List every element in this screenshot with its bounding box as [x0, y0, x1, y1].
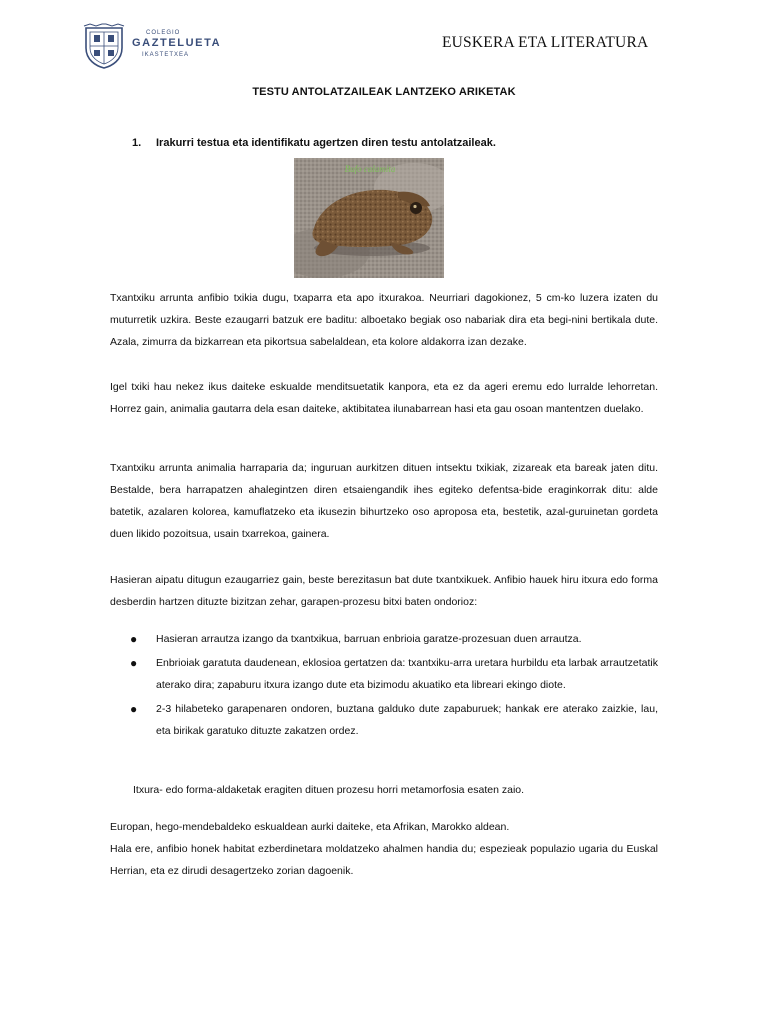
- list-item: [110, 652, 658, 696]
- list-item-text: 2-3 hilabeteko garapenaren ondoren, buztana galduko dute zapaburuek; hankak ere aterako zaizkie, lau, eta birikak garatuko dituzte zakatzen ordez.: [156, 703, 658, 737]
- paragraph-6: Europan, hego-mendebaldeko eskualdean aurki daiteke, eta Afrikan, Marokko aldean.: [110, 821, 510, 833]
- logo-line-2: GAZTELUETA: [132, 37, 222, 49]
- bullet-icon: ●: [130, 702, 138, 716]
- question-1: [132, 137, 496, 149]
- list-item: [110, 698, 658, 742]
- closing-block: [110, 816, 658, 882]
- image-caption: Bufo calamita: [344, 164, 396, 174]
- logo-line-3: IKASTETXEA: [142, 52, 190, 58]
- paragraph-3: Txantxiku arrunta animalia harraparia da; inguruan aurkitzen dituen intsektu txikiak, zizareak eta bareak jaten ditu. Bestalde, bera harrapatzen ahalegintzen diren etsaiengandik ihes egiteko defentsa-bide eraginkorrak ditu: alde batetik, azalaren kolorea, kamuflatzeko eta ikusezin bihurtzeko oso aproposa eta, bestetik, azal-guruinetan gordeta duen likido pozoitsua, usain txarrekoa, gainera.: [110, 462, 658, 540]
- logo-line-1: COLEGIO: [146, 30, 181, 36]
- subject-header: EUSKERA ETA LITERATURA: [442, 34, 649, 51]
- question-text: Irakurri testua eta identifikatu agertzen diren testu antolatzaileak.: [156, 137, 496, 149]
- paragraph-2: Igel txiki hau nekez ikus daiteke eskualde menditsuetatik kanpora, eta ez da ageri eremu edo lurralde lehorretan. Horrez gain, animalia gautarra dela esan daiteke, aktibitatea ilunabarrean hasi eta gau osoan mantentzen duelako.: [110, 381, 658, 415]
- paragraph-5: Itxura- edo forma-aldaketak eragiten dituen prozesu horri metamorfosia esaten zaio.: [133, 784, 525, 796]
- bullet-icon: ●: [130, 632, 138, 646]
- toad-photo: [294, 158, 444, 278]
- question-number: 1.: [132, 137, 142, 149]
- list-item: [110, 628, 658, 650]
- metamorphosis-list: [110, 628, 658, 744]
- document-title: TESTU ANTOLATZAILEAK LANTZEKO ARIKETAK: [252, 86, 516, 98]
- logo-wordmark: [132, 30, 221, 58]
- paragraph-1: Txantxiku arrunta anfibio txikia dugu, txaparra eta apo itxurakoa. Neurriari dagokionez, 5 cm-ko luzera izaten du muturretik uzkira. Beste ezaugarri batzuk ere baditu: alboetako begiak oso nabariak dira eta begi-nini bertikala dute. Azala, zimurra da bizkarrean eta pikortsua sabelaldean, eta kolore aldakorra izan dezake.: [110, 292, 658, 348]
- school-logo: [80, 22, 222, 70]
- list-item-text: Hasieran arrautza izango da txantxikua, barruan enbrioia garatze-prozesuan duen arrautza.: [156, 633, 582, 645]
- list-item-text: Enbrioiak garatuta daudenean, eklosioa gertatzen da: txantxiku-arra uretara hurbildu eta larbak arrautzetatik aterako dira; zapaburu itxura izango dute eta bizimodu akuatiko eta libreari ekingo diote.: [156, 657, 658, 691]
- paragraph-4: Hasieran aipatu ditugun ezaugarriez gain, beste berezitasun bat dute txantxikuek. Anfibio hauek hiru itxura edo forma desberdin hartzen dituzte bizitzan zehar, garapen-prozesu bitxi baten ondorioz:: [110, 574, 658, 608]
- paragraph-7: Hala ere, anfibio honek habitat ezberdinetara moldatzeko ahalmen handia du; espezieak populazio ugaria du Euskal Herrian, eta ez dirudi desagertzeko zorian dagoenik.: [110, 843, 658, 877]
- school-crest-icon: [80, 22, 128, 70]
- bullet-icon: ●: [130, 656, 138, 670]
